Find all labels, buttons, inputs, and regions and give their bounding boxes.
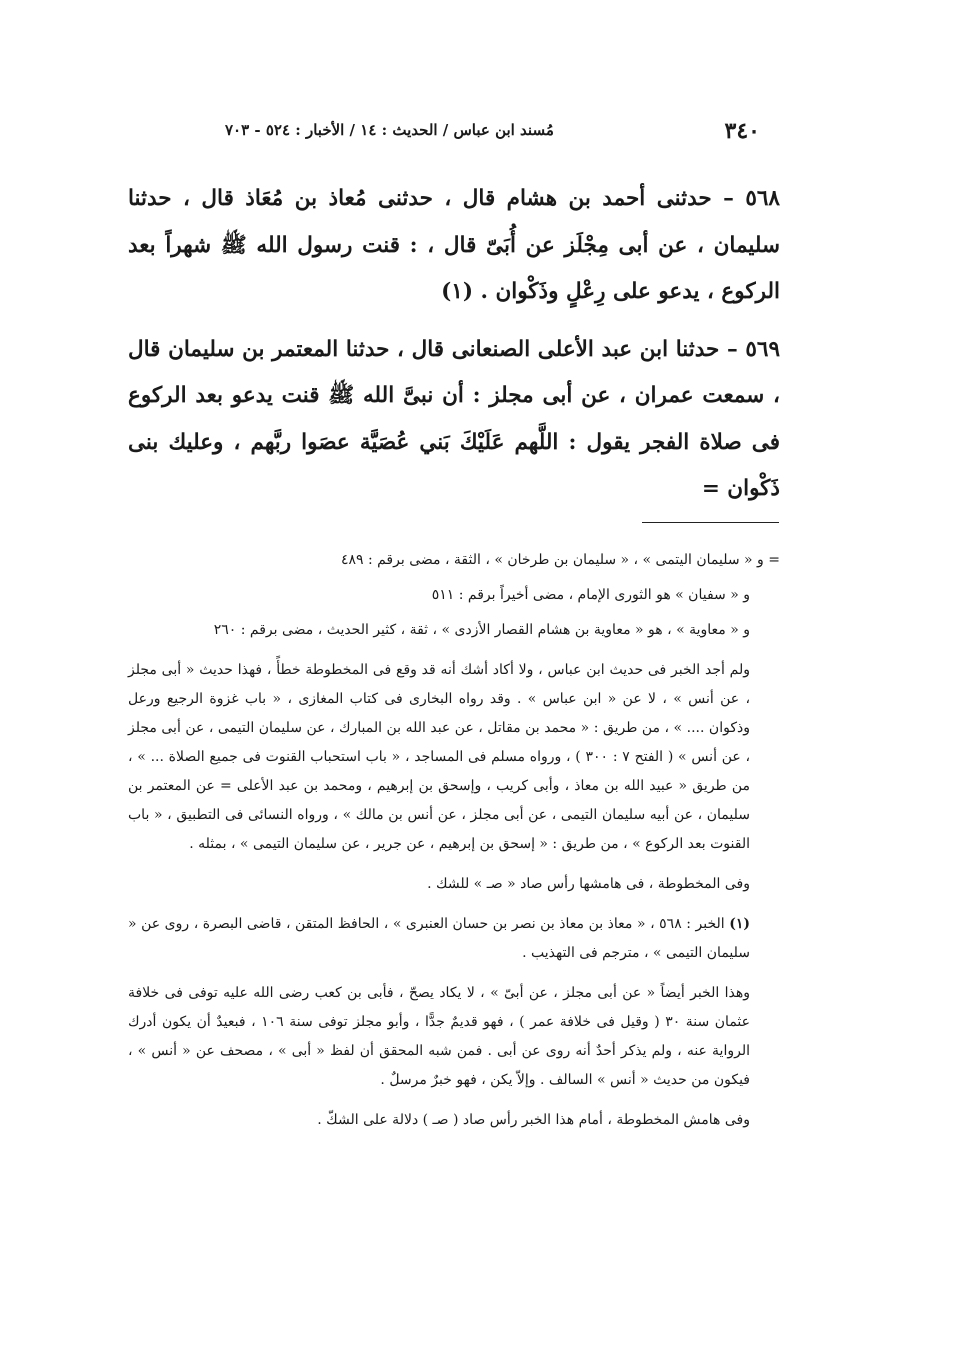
hadith-568	[128, 176, 780, 316]
footnote-paragraph: وفى المخطوطة ، فى هامشها رأس صاد « صـ » للشك .	[427, 876, 750, 892]
footnote-text: الخبر : ٥٦٨ ، « معاذ بن معاذ بن نصر بن حسان العنبرى » ، الحافظ المتقن ، قاضى البصرة ، روى عن « سليمان التيمى » ، مترجم فى التهذيب .	[128, 916, 750, 961]
footnote-1	[128, 910, 780, 968]
hadith-number: ٥٦٩	[745, 336, 780, 362]
footnote-line: = و « سليمان اليتمى » ، « سليمان بن طرخان » ، الثقة ، مضى برقم : ٤٨٩	[340, 552, 780, 568]
page-header	[225, 118, 760, 146]
main-text	[128, 176, 780, 513]
page-number: ٣٤٠	[724, 118, 760, 144]
footnotes	[128, 546, 780, 1135]
footnote-line: و « معاوية » ، هو « معاوية بن هشام القصار الأزدى » ، ثقة ، كثير الحديث ، مضى برقم : ٢٦٠	[213, 622, 750, 638]
footnote-marker: (١)	[729, 916, 750, 932]
running-title: مُسند ابن عباس / الحديث : ١٤ / الأخبار : ٥٢٤ - ٧٠٣	[225, 121, 554, 139]
hadith-569	[128, 327, 780, 513]
footnote-separator	[642, 522, 779, 523]
footnote-paragraph: ولم أجد الخبر فى حديث ابن عباس ، ولا أكاد أشك أنه قد وقع فى المخطوطة خطأً ، فهذا حديث « أبى مجلز ، عن أنس » ، لا عن « ابن عباس » . وقد رواه البخارى فى كتاب المغازى ، « باب غزوة الرجيع ورعل وذكوان .... » ، من طريق : « محمد بن مقاتل ، عن عبد الله بن المبارك ، عن سليمان التيمى ، عن أبى مجلز ، عن أنس » ( الفتح ٧ : ٣٠٠ ) ، ورواه مسلم فى المساجد ، « باب استحباب القنوت فى جميع الصلاة ... » ، من طريق « عبيد الله بن معاذ ، وأبى كريب ، وإسحق بن إبرهيم ، ومحمد بن عبد الأعلى = عن المعتمر بن سليمان ، عن أبيه سليمان التيمى ، عن أبى مجلز ، عن أنس بن مالك » ، ورواه النسائى فى التطبيق ، « باب القنوت بعد الركوع » ، من طريق : « إسحق بن إبرهيم ، عن جرير ، عن سليمان التيمى » ، بمثله .	[128, 662, 750, 852]
footnote-line: و « سفيان » هو الثورى الإمام ، مضى أخيراً برقم : ٥١١	[431, 587, 750, 603]
hadith-text: – حدثنى أحمد بن هشام قال ، حدثنى مُعاذ بن مُعَاذ قال ، حدثنا سليمان ، عن أبى مِجْلَز عن أُبَىّ قال ، : قنت رسول الله ﷺ شهراً بعد الركوع ، يدعو على رِعْلٍ وذَكْوان . (١)	[128, 186, 780, 304]
footnote-paragraph: وفى هامش المخطوطة ، أمام هذا الخبر رأس صاد ( صـ ) دلالة على الشكّ .	[317, 1112, 750, 1128]
footnote-paragraph: وهذا الخبر أيضاً « عن أبى مجلز ، عن أبىّ » ، لا يكاد يصحّ ، فأبى بن كعب رضى الله عليه توفى فى خلافة عثمان سنة ٣٠ ( وقيل فى خلافة عمر ) ، فهو قديمٌ جدًّا ، وأبو مجلز توفى سنة ١٠٦ ، فبعيدٌ أن يكون أدرك الرواية عنه ، ولم يذكر أحدٌ أنه روى عن أبى . فمن شبه المحقق أن لفظ « أبى » ، مصحف عن « أنس » ، فيكون من حديث « أنس » السالف . وإلاّ يكن ، فهو خبرٌ مرسلٌ .	[128, 985, 750, 1088]
hadith-text: – حدثنا ابن عبد الأعلى الصنعانى قال ، حدثنا المعتمر بن سليمان قال ، سمعت عمران ، عن أبى مجلز : أن نبىَّ الله ﷺ قنت يدعو بعد الركوع فى صلاة الفجر يقول : اللَّهم عَلَيْكَ بَني عُصَيَّة عصَوا ربَّهم ، وعليك بنى ذَكْوان =	[128, 336, 780, 501]
hadith-number: ٥٦٨	[745, 186, 780, 211]
